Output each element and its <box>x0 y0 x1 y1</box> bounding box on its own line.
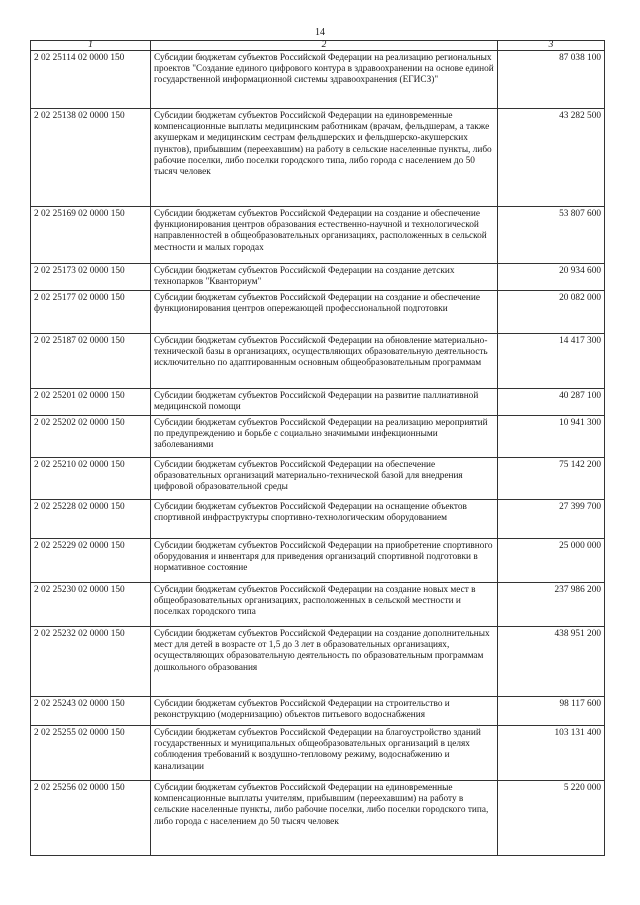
subsidy-description: Субсидии бюджетам субъектов Российской Федерации на обеспечение образовательных организаций материально-технической базой для внедрения цифровой образовательной среды <box>151 458 498 500</box>
budget-code: 2 02 25229 02 0000 150 <box>31 539 151 583</box>
subsidy-amount: 237 986 200 <box>498 583 605 627</box>
table-row <box>31 458 605 500</box>
budget-code: 2 02 25177 02 0000 150 <box>31 291 151 334</box>
budget-code: 2 02 25243 02 0000 150 <box>31 697 151 726</box>
subsidy-amount: 25 000 000 <box>498 539 605 583</box>
subsidy-description: Субсидии бюджетам субъектов Российской Федерации на создание детских технопарков "Кванториум" <box>151 264 498 291</box>
budget-table <box>30 40 605 856</box>
budget-code: 2 02 25187 02 0000 150 <box>31 334 151 389</box>
budget-code: 2 02 25256 02 0000 150 <box>31 781 151 856</box>
subsidy-amount: 20 934 600 <box>498 264 605 291</box>
subsidy-amount: 98 117 600 <box>498 697 605 726</box>
subsidy-amount: 438 951 200 <box>498 627 605 697</box>
table-row <box>31 781 605 856</box>
table-row <box>31 627 605 697</box>
subsidy-description: Субсидии бюджетам субъектов Российской Федерации на приобретение спортивного оборудования и инвентаря для приведения организаций спортивной подготовки в нормативное состояние <box>151 539 498 583</box>
table-row <box>31 334 605 389</box>
subsidy-description: Субсидии бюджетам субъектов Российской Федерации на благоустройство зданий государственных и муниципальных общеобразовательных организаций в целях соблюдения требований к воздушно-тепловому режиму, водоснабжению и канализации <box>151 726 498 781</box>
subsidy-amount: 40 287 100 <box>498 389 605 416</box>
table-row <box>31 500 605 539</box>
subsidy-amount: 20 082 000 <box>498 291 605 334</box>
subsidy-description: Субсидии бюджетам субъектов Российской Федерации на создание дополнительных мест для детей в возрасте от 1,5 до 3 лет в образовательных организациях, осуществляющих образовательную деятельность по образовательным программам дошкольного образования <box>151 627 498 697</box>
subsidy-description: Субсидии бюджетам субъектов Российской Федерации на создание новых мест в общеобразовательных организациях, расположенных в сельской местности и поселках городского типа <box>151 583 498 627</box>
subsidy-description: Субсидии бюджетам субъектов Российской Федерации на строительство и реконструкцию (модернизацию) объектов питьевого водоснабжения <box>151 697 498 726</box>
column-number-2: 2 <box>151 41 498 51</box>
column-number-row <box>31 41 605 51</box>
page-number: 14 <box>315 27 325 38</box>
table-row <box>31 389 605 416</box>
subsidy-description: Субсидии бюджетам субъектов Российской Федерации на создание и обеспечение функционирования центров опережающей профессиональной подготовки <box>151 291 498 334</box>
subsidy-amount: 10 941 300 <box>498 416 605 458</box>
budget-code: 2 02 25210 02 0000 150 <box>31 458 151 500</box>
subsidy-description: Субсидии бюджетам субъектов Российской Федерации на обновление материально-технической базы в организациях, осуществляющих образовательную деятельность исключительно по адаптированным основным общеобразовательным программам <box>151 334 498 389</box>
subsidy-amount: 103 131 400 <box>498 726 605 781</box>
subsidy-amount: 75 142 200 <box>498 458 605 500</box>
subsidy-amount: 27 399 700 <box>498 500 605 539</box>
budget-code: 2 02 25201 02 0000 150 <box>31 389 151 416</box>
table-row <box>31 726 605 781</box>
subsidy-description: Субсидии бюджетам субъектов Российской Федерации на создание и обеспечение функционирования центров образования естественно-научной и технологической направленностей в общеобразовательных организациях, расположенных в сельской местности и малых городах <box>151 207 498 264</box>
budget-code: 2 02 25255 02 0000 150 <box>31 726 151 781</box>
column-number-1: 1 <box>31 41 151 51</box>
subsidy-amount: 87 038 100 <box>498 51 605 109</box>
budget-code: 2 02 25230 02 0000 150 <box>31 583 151 627</box>
table-row <box>31 583 605 627</box>
subsidy-amount: 53 807 600 <box>498 207 605 264</box>
budget-code: 2 02 25202 02 0000 150 <box>31 416 151 458</box>
table-row <box>31 109 605 207</box>
subsidy-description: Субсидии бюджетам субъектов Российской Федерации на реализацию мероприятий по предупреждению и борьбе с социально значимыми инфекционными заболеваниями <box>151 416 498 458</box>
table-row <box>31 51 605 109</box>
subsidy-description: Субсидии бюджетам субъектов Российской Федерации на единовременные компенсационные выплаты медицинским работникам (врачам, фельдшерам, а также акушеркам и медицинским сестрам фельдшерских и фельдшерско-акушерских пунктов), прибывшим (переехавшим) на работу в сельские населенные пункты, либо рабочие поселки, либо поселки городского типа, либо города с населением до 50 тысяч человек <box>151 109 498 207</box>
subsidy-description: Субсидии бюджетам субъектов Российской Федерации на оснащение объектов спортивной инфраструктуры спортивно-технологическим оборудованием <box>151 500 498 539</box>
budget-code: 2 02 25138 02 0000 150 <box>31 109 151 207</box>
table-row <box>31 207 605 264</box>
table-row <box>31 416 605 458</box>
subsidy-amount: 43 282 500 <box>498 109 605 207</box>
budget-code: 2 02 25232 02 0000 150 <box>31 627 151 697</box>
column-number-3: 3 <box>498 41 605 51</box>
budget-code: 2 02 25169 02 0000 150 <box>31 207 151 264</box>
budget-code: 2 02 25228 02 0000 150 <box>31 500 151 539</box>
table-row <box>31 697 605 726</box>
subsidy-description: Субсидии бюджетам субъектов Российской Федерации на единовременные компенсационные выплаты учителям, прибывшим (переехавшим) на работу в сельские населенные пункты, либо рабочие поселки, либо поселки городского типа, либо города с населением до 50 тысяч человек <box>151 781 498 856</box>
budget-code: 2 02 25114 02 0000 150 <box>31 51 151 109</box>
table-row <box>31 291 605 334</box>
subsidy-amount: 5 220 000 <box>498 781 605 856</box>
budget-code: 2 02 25173 02 0000 150 <box>31 264 151 291</box>
subsidy-description: Субсидии бюджетам субъектов Российской Федерации на реализацию региональных проектов "Создание единого цифрового контура в здравоохранении на основе единой государственной информационной системы здравоохранения (ЕГИСЗ)" <box>151 51 498 109</box>
table-row <box>31 539 605 583</box>
table-row <box>31 264 605 291</box>
subsidy-description: Субсидии бюджетам субъектов Российской Федерации на развитие паллиативной медицинской помощи <box>151 389 498 416</box>
subsidy-amount: 14 417 300 <box>498 334 605 389</box>
